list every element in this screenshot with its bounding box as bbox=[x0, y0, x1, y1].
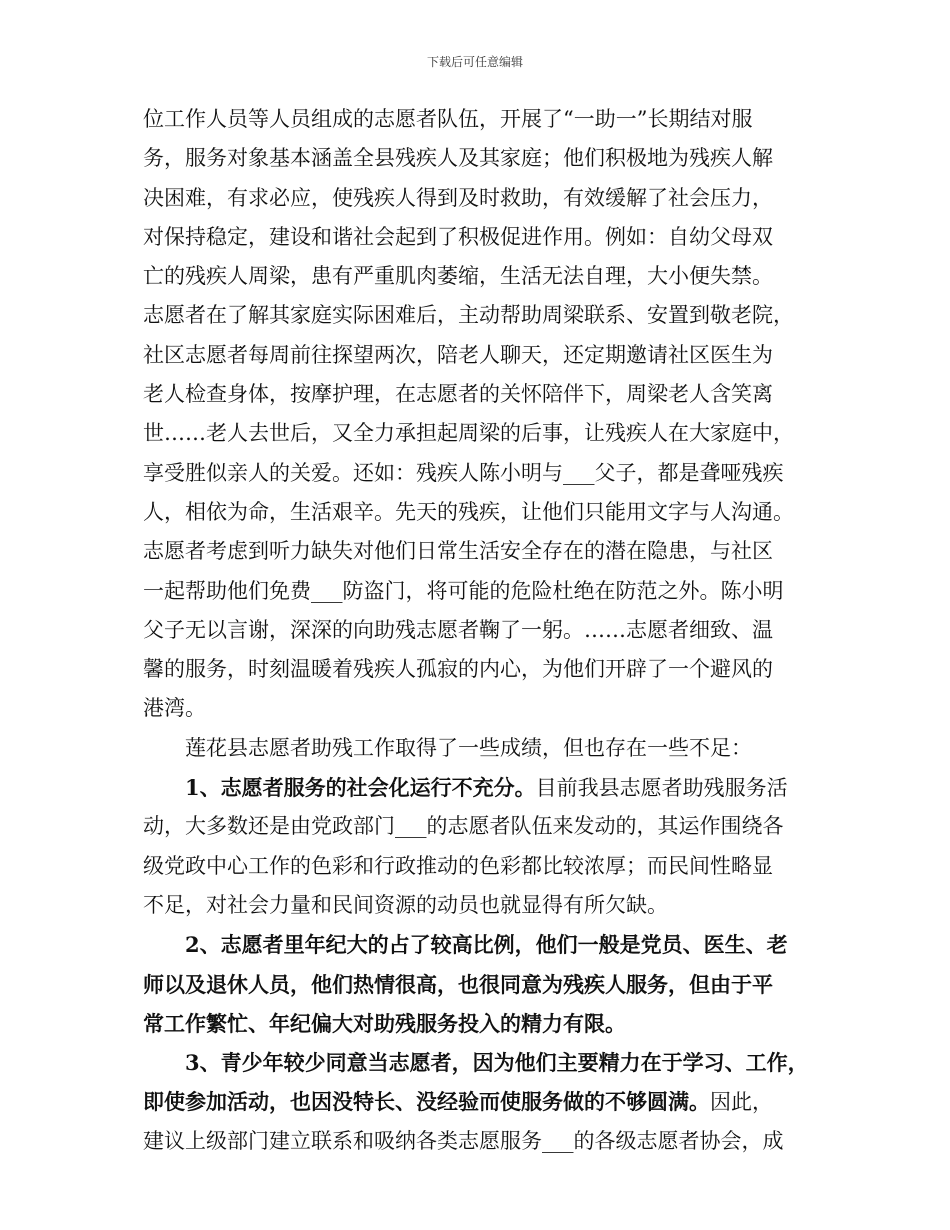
text-line bbox=[143, 100, 823, 139]
line-text: 父子无以言谢，深深的向助残志愿者鞠了一躬。……志愿者细致、温 bbox=[143, 617, 773, 642]
line-text: 人，相依为命，生活艰辛。先天的残疾，让他们只能用文字与人沟通。 bbox=[143, 499, 794, 524]
line-text: 世……老人去世后，又全力承担起周梁的后事，让残疾人在大家庭中， bbox=[143, 421, 794, 446]
line-text: 志愿者在了解其家庭实际困难后，主动帮助周梁联系、安置到敬老院， bbox=[143, 303, 794, 328]
text-line bbox=[143, 139, 823, 178]
text-line bbox=[143, 1122, 823, 1161]
body-text bbox=[143, 100, 823, 1161]
line-text-bold: 1、志愿者服务的社会化运行不充分。 bbox=[143, 775, 536, 801]
text-line bbox=[143, 611, 823, 650]
text-line bbox=[143, 375, 823, 414]
line-text: 因此， bbox=[710, 1090, 773, 1115]
line-text-bold: 即使参加活动，也因没特长、没经验而使服务做的不够圆满。 bbox=[143, 1089, 710, 1115]
line-text: 建议上级部门建立联系和吸纳各类志愿服务___的各级志愿者协会，成 bbox=[143, 1128, 784, 1153]
text-line bbox=[143, 572, 823, 611]
header-note: 下载后可任意编辑 bbox=[426, 55, 523, 69]
line-text-bold: 3、青少年较少同意当志愿者，因为他们主要精力在于学习、工作， bbox=[143, 1050, 809, 1076]
line-text: 莲花县志愿者助残工作取得了一些成绩，但也存在一些不足： bbox=[143, 735, 752, 760]
line-text: 不足，对社会力量和民间资源的动员也就显得有所欠缺。 bbox=[143, 892, 668, 917]
text-line bbox=[143, 532, 823, 571]
text-line bbox=[143, 768, 823, 807]
text-line bbox=[143, 1043, 823, 1082]
text-line bbox=[143, 296, 823, 335]
line-text: 老人检查身体，按摩护理，在志愿者的关怀陪伴下，周梁老人含笑离 bbox=[143, 382, 773, 407]
line-text: 港湾。 bbox=[143, 696, 206, 721]
text-line bbox=[143, 218, 823, 257]
text-line bbox=[143, 847, 823, 886]
line-text: 对保持稳定，建设和谐社会起到了积极促进作用。例如：自幼父母双 bbox=[143, 224, 773, 249]
line-text-bold: 2、志愿者里年纪大的占了较高比例，他们一般是党员、医生、老 bbox=[143, 932, 788, 958]
text-line bbox=[143, 1082, 823, 1121]
text-line bbox=[143, 257, 823, 296]
line-text: 社区志愿者每周前往探望两次，陪老人聊天，还定期邀请社区医生为 bbox=[143, 342, 773, 367]
line-text: 动，大多数还是由党政部门___的志愿者队伍来发动的，其运作围绕各 bbox=[143, 814, 784, 839]
line-text: 享受胜似亲人的关爱。还如：残疾人陈小明与___父子，都是聋哑残疾 bbox=[143, 460, 784, 485]
text-line bbox=[143, 965, 823, 1004]
text-line bbox=[143, 925, 823, 964]
line-text: 级党政中心工作的色彩和行政推动的色彩都比较浓厚；而民间性略显 bbox=[143, 853, 773, 878]
text-line bbox=[143, 414, 823, 453]
line-text-bold: 常工作繁忙、年纪偏大对助残服务投入的精力有限。 bbox=[143, 1010, 626, 1036]
line-text: 志愿者考虑到听力缺失对他们日常生活安全存在的潜在隐患，与社区 bbox=[143, 539, 773, 564]
line-text-bold: 师以及退休人员，他们热情很高，也很同意为残疾人服务，但由于平 bbox=[143, 971, 773, 997]
text-line bbox=[143, 454, 823, 493]
text-line bbox=[143, 179, 823, 218]
text-line bbox=[143, 493, 823, 532]
text-line bbox=[143, 336, 823, 375]
text-line bbox=[143, 807, 823, 846]
line-text: 位工作人员等人员组成的志愿者队伍，开展了“一助一”长期结对服 bbox=[143, 107, 753, 131]
line-text: 决困难，有求必应，使残疾人得到及时救助，有效缓解了社会压力， bbox=[143, 185, 773, 210]
line-text: 目前我县志愿者助残服务活 bbox=[535, 776, 788, 801]
line-text: 亡的残疾人周梁，患有严重肌肉萎缩，生活无法自理，大小便失禁。 bbox=[143, 264, 773, 289]
text-line bbox=[143, 1004, 823, 1043]
text-line bbox=[143, 650, 823, 689]
text-line bbox=[143, 729, 823, 768]
text-line bbox=[143, 886, 823, 925]
text-line bbox=[143, 689, 823, 728]
line-text: 务，服务对象基本涵盖全县残疾人及其家庭；他们积极地为残疾人解 bbox=[143, 146, 773, 171]
line-text: 一起帮助他们免费___防盗门，将可能的危险杜绝在防范之外。陈小明 bbox=[143, 578, 784, 603]
line-text: 馨的服务，时刻温暖着残疾人孤寂的内心，为他们开辟了一个避风的 bbox=[143, 657, 773, 682]
